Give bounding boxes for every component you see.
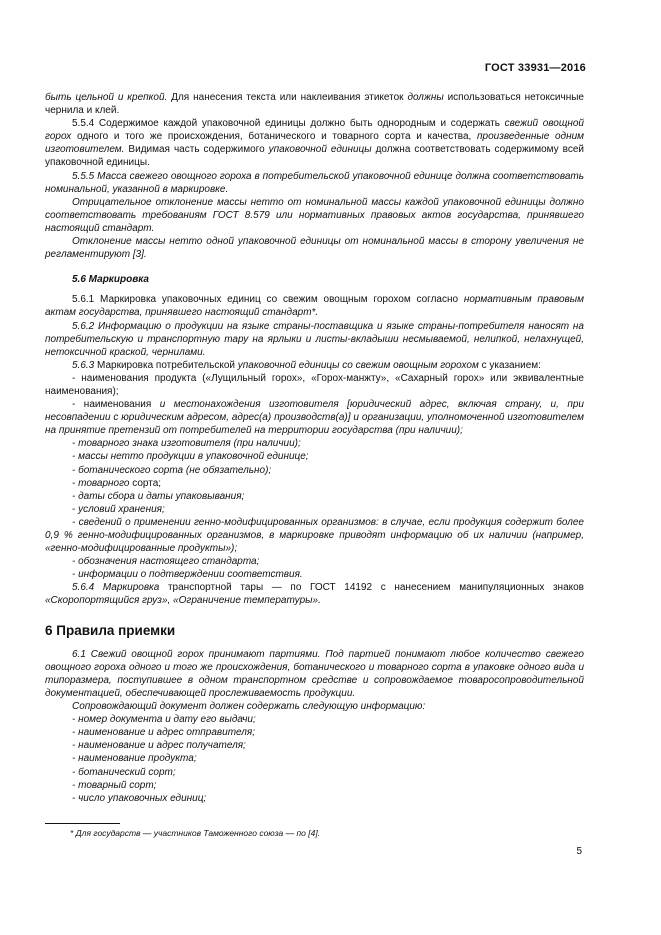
document-header: ГОСТ 33931—2016 <box>484 62 586 74</box>
list-item: - число упаковочных единиц; <box>72 792 207 804</box>
text-italic: 5.6.4 Маркировка <box>72 582 160 594</box>
text: 5.5.4 Содержимое каждой упаковочной единицы должно быть однородным и содержать <box>72 118 505 130</box>
list-item: - ботанический сорт; <box>72 766 176 778</box>
list-item: - товарного знака изготовителя (при наличии); <box>72 438 301 450</box>
list-item: - даты сбора и даты упаковывания; <box>72 490 245 502</box>
text-italic: «Скоропортящийся груз», «Ограничение температуры». <box>45 595 321 607</box>
text-italic: должны <box>407 92 444 103</box>
list-item: - сведений о применении генно-модифицированных организмов: в случае, если продукция содержит более 0,9 % генно-модифицированных организмов, в маркировке приводят информацию об их наличии (например, «генно-модифицированные продукты»); <box>45 516 584 555</box>
text: транспортной тары — по ГОСТ 14192 с нанесением манипуляционных знаков <box>159 582 584 594</box>
list-item: - информации о подтверждении соответствия. <box>72 569 303 581</box>
list-item: - наименование продукта; <box>72 753 197 765</box>
text: Для нанесения текста или наклеивания этикеток <box>167 92 408 103</box>
section-6-title <box>45 624 584 637</box>
text-italic: упаковочной единицы <box>268 144 372 156</box>
paragraph-6-1: 6.1 Свежий овощной горох принимают партиями. Под партией понимают любое количество свежего овощного гороха одного и того же происхождения, ботанического и товарного сорта в упаковке одного вида и типоразмера, поступившее в одном транспортном средстве и сопровождаемое товаросопроводительной документацией, обеспечивающей прослеживаемость продукции. <box>45 648 584 699</box>
list-item <box>45 398 584 437</box>
list-item: - обозначения настоящего стандарта; <box>72 556 260 568</box>
text-italic: произведенные одним изготовителем. <box>45 131 584 156</box>
text: Маркировка потребительской <box>94 359 238 371</box>
paragraph-5-6-4 <box>45 581 584 607</box>
paragraph-mass-tolerance: Отрицательное отклонение массы нетто от номинальной массы каждой упаковочной единицы должно соответствовать требованиям ГОСТ 8.579 или нормативных правовых актов государства, принявшего настоящий стандарт. <box>45 196 584 234</box>
list-item <box>45 372 584 398</box>
text: 5.6.1 Маркировка упаковочных единиц со свежим овощным горохом согласно <box>72 294 464 306</box>
text: с указанием: <box>478 359 541 371</box>
text: Видимая часть содержимого <box>124 144 269 156</box>
paragraph-5-6-3 <box>45 359 584 372</box>
paragraph-mass-deviation: Отклонение массы нетто одной упаковочной единицы от номинальной массы в сторону увеличения не регламентируют [3]. <box>45 236 584 261</box>
paragraph-continuation <box>45 91 584 117</box>
text: использоваться нетоксичные чернила и клей. <box>45 92 584 117</box>
text: - наименования <box>72 372 149 384</box>
list-item: - массы нетто продукции в упаковочной единице; <box>72 451 309 463</box>
text: одного и того же происхождения, ботанического и товарного сорта и качества, <box>71 131 477 143</box>
text-italic: быть цельной и крепкой. <box>45 92 168 103</box>
footnote: * Для государств — участников Таможенного союза — по [4]. <box>70 828 321 838</box>
page-content <box>45 91 584 805</box>
list-item: - товарный сорт; <box>72 779 157 791</box>
page-number: 5 <box>576 846 582 857</box>
list-item: - номер документа и дату его выдачи; <box>72 714 256 726</box>
footnote-divider <box>45 823 120 824</box>
text: - <box>72 503 79 515</box>
paragraph-accompanying-document: Сопровождающий документ должен содержать следующую информацию: <box>72 701 426 713</box>
text-italic: свежий овощной горох <box>45 118 584 143</box>
list-item: - ботанического сорта (не обязательно); <box>72 464 272 476</box>
list-item: - наименование и адрес получателя; <box>72 740 246 752</box>
text-italic: условий хранения; <box>78 503 165 515</box>
text-italic: 5.6.3 <box>72 359 95 371</box>
paragraph-5-5-5: 5.5.5 Масса свежего овощного гороха в потребительской упаковочной единице должна соответствовать номинальной, указанной в маркировке. <box>45 170 584 195</box>
text: - наименования <box>72 399 160 411</box>
section-6-title-text: 6 Правила приемки <box>45 622 176 638</box>
paragraph-5-5-4 <box>45 117 584 169</box>
text: продукта («Лущильный горох», «Горох-манжту», «Сахарный горох» или эквивалентные наименования); <box>45 372 584 397</box>
list-item <box>45 503 584 516</box>
list-item <box>45 477 584 490</box>
text: сорта; <box>129 477 162 489</box>
text: должна соответствовать содержимому всей упаковочной единицы. <box>45 144 585 169</box>
list-item: - наименование и адрес отправителя; <box>72 727 256 739</box>
text-italic: нормативным правовым актам государства, принявшего настоящий стандарт*. <box>45 294 584 319</box>
text-italic: - товарного <box>72 477 130 489</box>
text-italic: и местонахождения изготовителя [юридический адрес, включая страну, и, при несовпадении с юридическим адресом, адрес(а) производств(а)] и организации, уполномоченной изготовителем на принятие претензий от потребителей на территории государства (при наличии); <box>45 399 584 437</box>
paragraph-5-6-2: 5.6.2 Информацию о продукции на языке страны-поставщика и языке страны-потребителя наносят на потребительскую и транспортную тару на ярлыки и листы-вкладыши несмываемой, нелипкой, нелахнущей, нетоксичной краской, чернилами. <box>45 320 584 358</box>
paragraph-5-6-1 <box>45 293 584 319</box>
text-italic: упаковочной единицы со свежим овощным горохом <box>237 359 479 371</box>
section-5-6-title: 5.6 Маркировка <box>72 274 149 286</box>
